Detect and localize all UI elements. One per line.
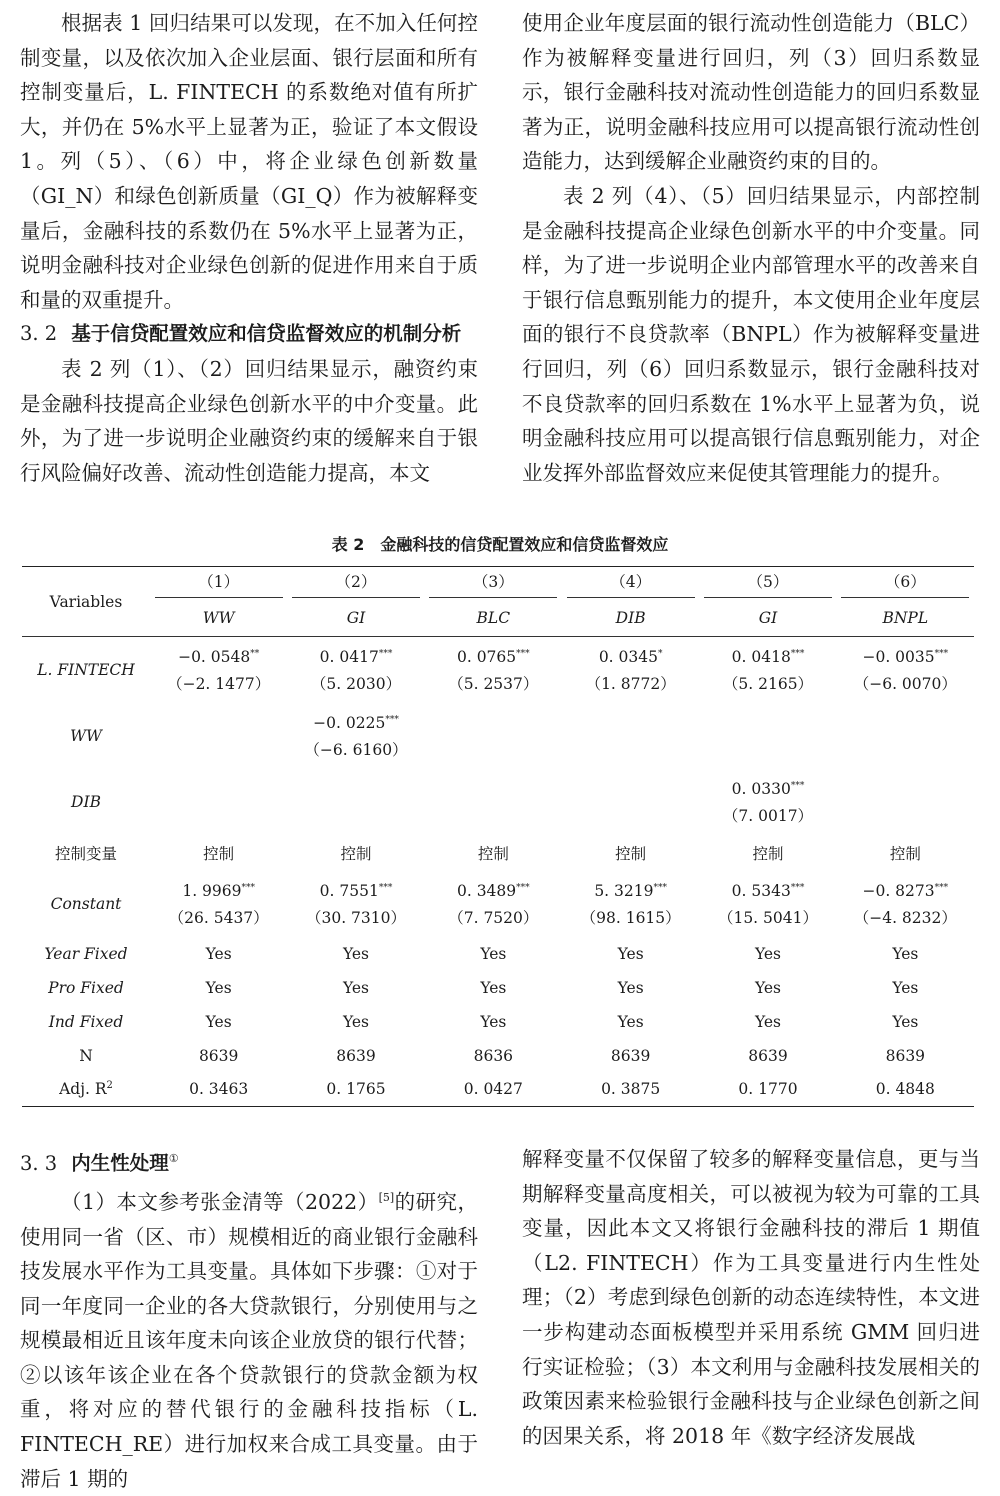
regression-table: [22, 566, 974, 1107]
row-label: DIB: [71, 792, 101, 811]
table-row-pro-fixed: [22, 971, 974, 1005]
table-cell: 0. 0417*** （5. 2030）: [310, 648, 402, 694]
table-cell: −0. 0035*** （−6. 0070）: [853, 648, 957, 694]
table-cell: [150, 703, 287, 769]
table-row-ind-fixed: [22, 1005, 974, 1039]
table-cell: 8639: [885, 1046, 926, 1065]
table-cell: 0. 0418*** （5. 2165）: [722, 648, 814, 694]
citation-marker: [5]: [378, 1191, 395, 1205]
table-cell: 8639: [198, 1046, 239, 1065]
column-number: （2）: [287, 567, 424, 601]
table-row-constant: [22, 871, 974, 937]
column-number: （6）: [837, 567, 974, 601]
table-cell: 8639: [748, 1046, 788, 1065]
row-label: N: [79, 1046, 93, 1065]
dependent-variable: DIB: [615, 609, 646, 628]
table-cell: Yes: [892, 978, 919, 997]
body-paragraph: 解释变量不仅保留了较多的解释变量信息，更与当期解释变量高度相关，可以被视为较为可靠的工具变量，因此本文又将银行金融科技的滞后 1 期值（L2. FINTECH）作为工具变量进行内生性处理；（2）考虑到绿色创新的动态连续特性，本文进一步构建动态面板模型并采用系统 GMM 回归进行实证检验；（3）本文利用与金融科技发展相关的政策因素来检验银行金融科技与企业绿色创新之间的因果关系，将 2018 年《数字经济发展战: [522, 1147, 980, 1448]
table-cell: 控制: [615, 844, 647, 863]
table-cell: 0. 0765*** （5. 2537）: [448, 648, 539, 694]
table-row-dib: [22, 769, 974, 835]
table-cell: 0. 3489*** （7. 7520）: [448, 882, 539, 927]
table-row-adj-r2: [22, 1073, 974, 1107]
dependent-variable: BLC: [476, 609, 511, 628]
table-cell: Yes: [754, 978, 781, 997]
table-cell: 0. 3875: [601, 1080, 661, 1099]
body-paragraph: （1）本文参考张金清等（2022）[5]的研究，使用同一省（区、市）规模相近的商业银行金融科技发展水平作为工具变量。具体如下步骤：①对于同一年度同一企业的各大贷款银行，分别使用与之规模最相近且该年度未向该企业放贷的银行代替；②以该年该企业在各个贷款银行的贷款金额为权重，将对应的替代银行的金融科技指标（L. FINTECH_RE）进行加权来合成工具变量。由于滞后 1 期的: [20, 1189, 479, 1491]
table-cell: 0. 1770: [738, 1080, 798, 1099]
dependent-variable: WW: [202, 609, 235, 628]
dependent-variable: GI: [346, 609, 366, 628]
table-cell: 1. 9969*** （26. 5437）: [168, 882, 269, 927]
row-label: WW: [70, 726, 102, 745]
table-cell: Yes: [617, 944, 644, 963]
table-cell: Yes: [617, 978, 644, 997]
row-label: Year Fixed: [44, 944, 128, 963]
table-cell: Yes: [892, 1012, 919, 1031]
table-cell: 控制: [889, 844, 921, 863]
table-cell: 0. 3463: [189, 1080, 249, 1099]
table-cell: Yes: [480, 944, 507, 963]
table-cell: 0. 7551*** （30. 7310）: [305, 882, 406, 927]
table-cell: 0. 1765: [326, 1080, 386, 1099]
table-cell: 8636: [473, 1046, 514, 1065]
body-paragraph: 根据表 1 回归结果可以发现，在不加入任何控制变量，以及依次加入企业层面、银行层面和所有控制变量后，L. FINTECH 的系数绝对值有所扩大，并仍在 5%水平上显著为正，验证了本文假设 1。列（5）、（6）中，将企业绿色创新数量（GI_N）和绿色创新质量（GI_Q）作为被解释变量后，金融科技的系数仍在 5%水平上显著为正，说明金融科技对企业绿色创新的促进作用来自于质和量的双重提升。: [20, 11, 478, 312]
dependent-variable: GI: [758, 609, 778, 628]
table-cell: [425, 703, 562, 769]
table-cell: Yes: [754, 944, 781, 963]
table-cell: 控制: [203, 844, 235, 863]
row-label: Ind Fixed: [48, 1012, 124, 1031]
column-number: （5）: [699, 567, 836, 601]
table-cell: 控制: [340, 844, 372, 863]
section-title: 基于信贷配置效应和信贷监督效应的机制分析: [71, 322, 462, 346]
table-row-n: [22, 1039, 974, 1073]
table-cell: 8639: [610, 1046, 651, 1065]
table-cell: Yes: [892, 944, 919, 963]
table-cell: 8639: [336, 1046, 376, 1065]
section-number: 3. 3: [20, 1151, 58, 1175]
variables-header: Variables: [22, 567, 150, 637]
row-label: 控制变量: [54, 844, 117, 863]
table-cell: −0. 8273*** （−4. 8232）: [853, 882, 957, 927]
right-column-top: [522, 6, 980, 490]
table-cell: −0. 0225*** （−6. 6160）: [304, 714, 408, 759]
table-cell: Yes: [342, 978, 369, 997]
column-number: （3）: [425, 567, 562, 601]
body-paragraph: 使用企业年度层面的银行流动性创造能力（BLC）作为被解释变量进行回归，列（3）回归系数显示，银行金融科技对流动性创造能力的回归系数显著为正，说明金融科技应用可以提高银行流动性创造能力，达到缓解企业融资约束的目的。: [522, 11, 980, 174]
table-header-row: [22, 567, 974, 601]
footnote-marker: ①: [168, 1152, 179, 1165]
right-column-bottom: [522, 1142, 980, 1453]
section-number: 3. 2: [20, 322, 58, 346]
table-cell: Yes: [205, 978, 232, 997]
table-cell: Yes: [617, 1012, 644, 1031]
table-cell: [562, 769, 699, 835]
table-cell: 5. 3219*** （98. 1615）: [580, 882, 681, 927]
dependent-variable: BNPL: [882, 609, 929, 628]
column-number: （4）: [562, 567, 699, 601]
left-column-top: [20, 6, 478, 490]
table-cell: −0. 0548** （−2. 1477）: [167, 648, 271, 694]
table-cell: 0. 0427: [463, 1080, 523, 1099]
table-cell: [562, 703, 699, 769]
table-caption: 表 2 金融科技的信贷配置效应和信贷监督效应: [331, 535, 669, 554]
table-cell: 0. 4848: [875, 1080, 935, 1099]
table-cell: Yes: [205, 944, 232, 963]
body-paragraph: 表 2 列（1）、（2）回归结果显示，融资约束是金融科技提高企业绿色创新水平的中介变量。此外，为了进一步说明企业融资约束的缓解来自于银行风险偏好改善、流动性创造能力提高，本文: [20, 356, 478, 485]
table-cell: [837, 769, 974, 835]
row-label: Pro Fixed: [48, 978, 124, 997]
dependent-variable-row: [22, 601, 974, 637]
table-cell: Yes: [342, 944, 369, 963]
table-cell: [150, 769, 287, 835]
table-cell: Yes: [480, 1012, 507, 1031]
section-title: 内生性处理: [71, 1151, 169, 1175]
row-label: Adj. $R^2$: [59, 1080, 113, 1099]
table-cell: 0. 5343*** （15. 5041）: [717, 882, 818, 927]
table-cell: Yes: [205, 1012, 232, 1031]
section-heading-3-2: [20, 317, 478, 352]
section-heading-3-3: [20, 1142, 478, 1181]
left-column-bottom: [20, 1142, 478, 1496]
table-cell: 0. 0330*** （7. 0017）: [722, 780, 814, 825]
row-label: Constant: [50, 894, 122, 913]
table-cell: Yes: [754, 1012, 781, 1031]
table-cell: [837, 703, 974, 769]
table-row-year-fixed: [22, 937, 974, 971]
table-cell: 0. 0345* （1. 8772）: [585, 648, 676, 694]
table-cell: 控制: [477, 844, 509, 863]
table-cell: 控制: [752, 844, 784, 863]
table-row-fintech: [22, 637, 974, 703]
table-cell: [287, 769, 424, 835]
column-number: （1）: [150, 567, 287, 601]
table-row-controls: [22, 835, 974, 871]
row-label: L. FINTECH: [37, 660, 135, 679]
table-cell: [425, 769, 562, 835]
table-cell: Yes: [342, 1012, 369, 1031]
table-row-ww: [22, 703, 974, 769]
body-paragraph: 表 2 列（4）、（5）回归结果显示，内部控制是金融科技提高企业绿色创新水平的中介变量。同样，为了进一步说明企业内部管理水平的改善来自于银行信息甄别能力的提升，本文使用企业年度层面的银行不良贷款率（BNPL）作为被解释变量进行回归，列（6）回归系数显示，银行金融科技对不良贷款率的回归系数在 1%水平上显著为负，说明金融科技应用可以提高银行信息甄别能力，对企业发挥外部监督效应来促使其管理能力的提升。: [522, 183, 980, 485]
table-cell: [699, 703, 836, 769]
table-cell: Yes: [480, 978, 507, 997]
